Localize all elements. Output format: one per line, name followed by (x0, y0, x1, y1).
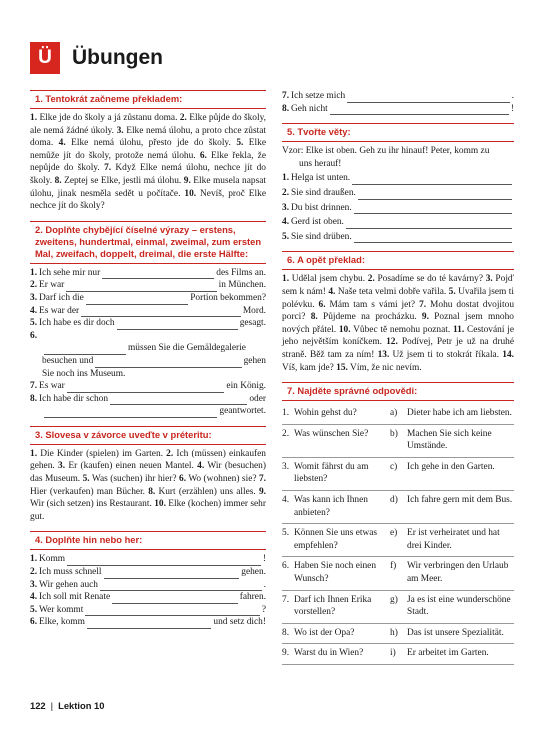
exercise-4-continued (282, 90, 514, 115)
table-row: 6. Haben Sie noch einen Wunsch? f) Wir verbringen den Urlaub am Meer. (282, 557, 514, 590)
table-row: 3. Womit fährst du am liebsten? c) Ich gehe in den Garten. (282, 457, 514, 490)
exercise-4-heading: 4. Doplňte hin nebo her: (30, 531, 266, 550)
lesson-label: Lektion 10 (58, 700, 105, 711)
answer-blank[interactable] (95, 358, 241, 368)
table-row: 5. Können Sie uns etwas empfehlen? e) Er ist verheiratet und hat drei Kinder. (282, 524, 514, 557)
answer-blank[interactable] (85, 606, 260, 616)
answer-blank[interactable] (112, 594, 238, 604)
answer-blank[interactable] (44, 345, 126, 355)
exercise-2-row-cont: besuchen und gehen (42, 355, 266, 366)
exercise-1-text: 1. Elke jde do školy a já zůstanu doma. 2. Elke půjde do školy, ale nemá žádné úkoly. 3. Elke nemá úlohu, a proto chce zůstat doma. 4. Elke nemá úlohu, přesto jde do školy. 5. Elke nemůže jít do školy, protože nemá úlohu. 6. Elke řekla, že nepůjde do školy. 7. Když Elke nemá úlohu, nechce jít do školy. 8. Zeptej se Elke, jestli má úlohu. 9. Elke musela napsat úlohu, jinak nesměla sedět u počítače. 10. Nevíš, proč Elke nechce jít do školy? (30, 113, 266, 212)
exercise-5-row: 3. Du bist drinnen. (282, 202, 514, 215)
page-title: Übungen (72, 45, 163, 69)
exercise-3-heading: 3. Slovesa v závorce uveďte v préteritu: (30, 426, 266, 445)
answer-blank[interactable] (44, 408, 217, 418)
exercise-5-example: Vzor: Elke ist oben. Geh zu ihr hinauf! Peter, komm zu uns herauf! (282, 146, 490, 169)
exercise-2-row: 4. Es war der Mord. (30, 305, 266, 316)
exercise-2-row: 7. Es war ein König. (30, 381, 266, 392)
answer-blank[interactable] (86, 295, 188, 305)
answer-blank[interactable] (87, 619, 212, 629)
exercise-2-row: 8. Ich habe dir schon oder (30, 393, 266, 404)
answer-blank[interactable] (81, 307, 241, 317)
exercise-2-row: 2. Er war in München. (30, 280, 266, 291)
answer-blank[interactable] (117, 320, 238, 330)
exercise-5-heading: 5. Tvořte věty: (282, 123, 514, 142)
exercise-3-text: 1. Die Kinder (spielen) im Garten. 2. Ich (müssen) einkaufen gehen. 3. Er (kaufen) einen neuen Mantel. 4. Wir (besuchen) das Museum. 5. Was (suchen) ihr hier? 6. Wo (wohnen) sie? 7. Hier (verkaufen) man Bücher. 8. Kurt (erzählen) uns alles. 9. Wir (sich setzen) ins Restaurant. 10. Elke (kochen) immer sehr gut. (30, 448, 266, 522)
table-row: 8. Wo ist der Opa? h) Das ist unsere Spezialität. (282, 623, 514, 644)
answer-blank[interactable] (354, 204, 512, 214)
exercise-2-row-cont: müssen Sie die Gemäldegalerie (30, 342, 266, 355)
answer-blank[interactable] (67, 383, 225, 393)
exercise-7-heading: 7. Najděte správné odpovědi: (282, 382, 514, 401)
answer-blank[interactable] (100, 581, 262, 591)
answer-blank[interactable] (104, 569, 240, 579)
exercise-2 (30, 221, 266, 418)
footer-separator: | (50, 700, 54, 711)
exercise-2-row: 3. Darf ich die Portion bekommen? (30, 292, 266, 303)
answer-blank[interactable] (358, 190, 512, 200)
exercise-5-row: 2. Sie sind draußen. (282, 187, 514, 200)
answer-blank[interactable] (330, 105, 509, 115)
exercise-4-row: 8. Geh nicht ! (282, 103, 514, 114)
answer-blank[interactable] (354, 233, 512, 243)
right-column (282, 90, 514, 673)
exercise-2-heading: 2. Doplňte chybějící číselné výrazy – erstens, zweitens, hundertmal, einmal, zweimal, zum ersten Mal, zweifach, doppelt, dreimal, die erste Hälfte: (30, 221, 266, 264)
exercise-4-row: 6. Elke, komm und setz dich! (30, 617, 266, 628)
table-row: 1. Wohin gehst du? a) Dieter habe ich am liebsten. (282, 404, 514, 424)
exercise-7 (282, 382, 514, 665)
exercise-5-row: 4. Gerd ist oben. (282, 216, 514, 229)
exercise-4-row: 1. Komm ! (30, 554, 266, 565)
page-header (30, 42, 163, 74)
exercise-5 (282, 123, 514, 243)
exercise-3 (30, 426, 266, 524)
answer-blank[interactable] (67, 556, 261, 566)
exercise-2-row-cont: geantwortet. (30, 405, 266, 418)
exercise-6 (282, 251, 514, 374)
page-footer (30, 700, 104, 713)
exercise-4-row: 7. Ich setze mich . (282, 91, 514, 101)
exercise-4-row: 3. Wir gehen auch . (30, 579, 266, 590)
answer-blank[interactable] (110, 395, 247, 405)
exercise-4 (30, 531, 266, 629)
table-row: 4. Was kann ich Ihnen anbieten? d) Ich fahre gern mit dem Bus. (282, 491, 514, 524)
exercise-6-heading: 6. A opět překlad: (282, 251, 514, 270)
exercise-1-heading: 1. Tentokrát začneme překladem: (30, 90, 266, 109)
exercise-4-row: 4. Ich soll mit Renate fahren. (30, 592, 266, 603)
exercise-5-row: 1. Helga ist unten. (282, 172, 514, 185)
answer-blank[interactable] (346, 219, 512, 229)
exercise-2-row: 1. Ich sehe mir nur des Films an. (30, 267, 266, 278)
exercise-2-row-cont: Sie noch ins Museum. (42, 368, 126, 379)
table-row: 9. Warst du in Wien? i) Er arbeitet im Garten. (282, 644, 514, 665)
left-column (30, 90, 266, 637)
exercise-5-row: 5. Sie sind drüben. (282, 231, 514, 244)
table-row: 7. Darf ich Ihnen Erika vorstellen? g) Ja es ist eine wunderschöne Stadt. (282, 590, 514, 623)
section-badge: Ü (30, 42, 60, 74)
answer-blank[interactable] (352, 175, 512, 185)
exercise-1 (30, 90, 266, 213)
answer-blank[interactable] (66, 282, 216, 292)
page-number: 122 (30, 700, 46, 711)
answer-blank[interactable] (102, 269, 214, 279)
answer-blank[interactable] (347, 93, 509, 103)
exercise-2-row: 5. Ich habe es dir doch gesagt. (30, 318, 266, 329)
table-row: 2. Was wünschen Sie? b) Machen Sie sich keine Umstände. (282, 424, 514, 457)
exercise-2-row: 6. (30, 330, 38, 341)
exercise-4-row: 5. Wer kommt ? (30, 604, 266, 615)
exercise-4-row: 2. Ich muss schnell gehen. (30, 567, 266, 578)
matching-table (282, 404, 514, 665)
exercise-6-text: 1. Udělal jsem chybu. 2. Posadíme se do té kavárny? 3. Pojď sem k nám! 4. Naše teta velmi dobře vařila. 5. Uvařila jsem ti polévku. 6. Mám tam s vámi jet? 7. Mohu dostat dvojitou porci? 8. Půjdeme na procházku. 9. Poznal jsem mnoho nových přátel. 10. Vůbec tě nemohu poznat. 11. Cestování je jeho největším koníčkem. 12. Podívej, Petr je už na druhé straně. Běž tam za ním! 13. Už jsem ti to stokrát říkala. 14. Víš, kam jde? 15. Vím, že nic nevím. (282, 274, 515, 373)
